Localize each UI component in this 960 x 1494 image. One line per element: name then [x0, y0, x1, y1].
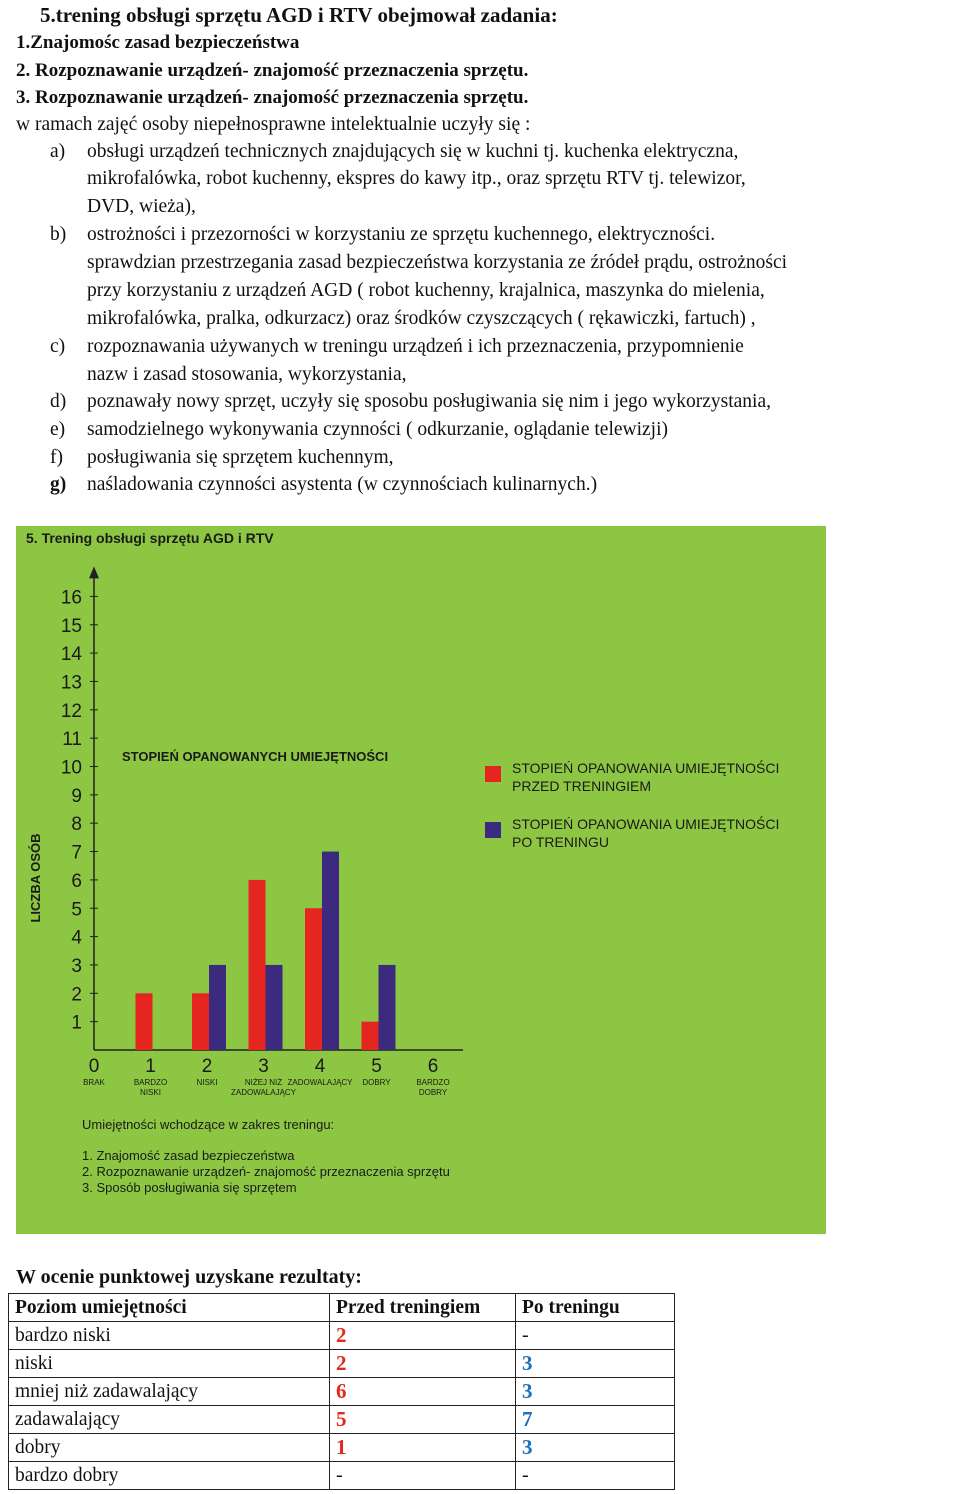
list-item-e-line: samodzielnego wykonywania czynności ( odkurzanie, oglądanie telewizji) — [87, 419, 669, 440]
table-header-row — [9, 1294, 675, 1322]
x-tick-number: 3 — [258, 1056, 269, 1077]
list-item-a-line: mikrofalówka, robot kuchenny, ekspres do kawy itp., oraz sprzętu RTV tj. telewizor, — [87, 168, 746, 189]
list-marker-a: a) — [50, 141, 66, 162]
table-row — [9, 1350, 675, 1378]
y-tick-label: 6 — [71, 870, 82, 892]
list-marker-e: e) — [50, 419, 66, 440]
y-axis-arrow — [89, 566, 99, 578]
y-tick-label: 5 — [71, 899, 82, 921]
cell-level: zadawalający — [9, 1406, 330, 1434]
chart-title: 5. Trening obsługi sprzętu AGD i RTV — [26, 530, 274, 546]
y-tick-label: 9 — [71, 785, 82, 807]
x-tick-number: 5 — [371, 1056, 382, 1077]
table-row — [9, 1462, 675, 1490]
y-tick-label: 14 — [60, 644, 82, 666]
cell-before: 6 — [330, 1378, 516, 1406]
cell-after: 3 — [516, 1350, 675, 1378]
y-tick-label: 1 — [71, 1012, 82, 1034]
cell-after: 3 — [516, 1378, 675, 1406]
y-tick-label: 3 — [71, 955, 82, 977]
list-item-c-line: rozpoznawania używanych w treningu urządzeń i ich przeznaczenia, przypomnienie — [87, 336, 744, 357]
cell-level: bardzo niski — [9, 1322, 330, 1350]
bar-before — [136, 993, 153, 1050]
table-row — [9, 1434, 675, 1462]
list-item-d-line: poznawały nowy sprzęt, uczyły się sposobu posługiwania się nim i jego wykorzystania, — [87, 391, 771, 412]
x-tick-number: 1 — [145, 1056, 156, 1077]
bar-before — [192, 993, 209, 1050]
cell-before: - — [330, 1462, 516, 1490]
list-marker-f: f) — [50, 447, 63, 468]
table-row — [9, 1406, 675, 1434]
list-item-f-line: posługiwania się sprzętem kuchennym, — [87, 447, 394, 468]
y-tick-label: 7 — [71, 842, 82, 864]
cell-level: niski — [9, 1350, 330, 1378]
legend-label: STOPIEŃ OPANOWANIA UMIEJĘTNOŚCI — [512, 816, 780, 832]
cell-level: bardzo dobry — [9, 1462, 330, 1490]
x-tick-label: NISKI — [196, 1078, 218, 1087]
intro-text: w ramach zajęć osoby niepełnosprawne intelektualnie uczyły się : — [16, 114, 531, 135]
x-tick-label: DOBRY — [418, 1088, 448, 1097]
list-item-b-line: przy korzystaniu z urządzeń AGD ( robot kuchenny, krajalnica, maszynka do mielenia, — [87, 280, 765, 301]
x-tick-label: BARDZO — [133, 1078, 168, 1087]
bar-after — [209, 965, 226, 1050]
x-tick-label: NISKI — [140, 1088, 161, 1097]
x-tick-label: ZADOWALAJĄCY — [287, 1078, 353, 1087]
bar-before — [305, 908, 322, 1050]
x-tick-number: 2 — [201, 1056, 213, 1077]
legend-label: PO TRENINGU — [512, 834, 609, 850]
list-marker-d: d) — [50, 391, 67, 412]
list-item-a-line: obsługi urządzeń technicznych znajdujących się w kuchni tj. kuchenka elektryczna, — [87, 141, 739, 162]
list-item-b-line: ostrożności i przezorności w korzystaniu ze sprzętu kuchennego, elektryczności. — [87, 224, 716, 245]
cell-level: mniej niż zadawalający — [9, 1378, 330, 1406]
bar-after — [266, 965, 283, 1050]
x-tick-number: 4 — [314, 1056, 326, 1077]
x-tick-label: DOBRY — [362, 1078, 391, 1087]
y-tick-label: 11 — [62, 729, 82, 751]
results-table — [8, 1293, 675, 1490]
list-item-g-line: naśladowania czynności asystenta (w czynnościach kulinarnych.) — [87, 474, 598, 495]
legend-swatch-after — [485, 822, 501, 838]
cell-after: - — [516, 1322, 675, 1350]
footnote-item: 1. Znajomość zasad bezpieczeństwa — [82, 1148, 295, 1163]
legend-swatch-before — [485, 766, 501, 782]
y-tick-label: 2 — [71, 984, 82, 1006]
cell-after: - — [516, 1462, 675, 1490]
y-tick-label: 10 — [60, 757, 82, 779]
x-tick-label: BARDZO — [416, 1078, 450, 1087]
list-item-b-line: sprawdzian przestrzegania zasad bezpieczeństwa korzystania ze źródeł prądu, ostrożności — [87, 252, 788, 273]
list-marker-g: g) — [50, 474, 67, 495]
task-2: 2. Rozpoznawanie urządzeń- znajomość przeznaczenia sprzętu. — [16, 60, 529, 81]
cell-before: 2 — [330, 1350, 516, 1378]
cell-before: 1 — [330, 1434, 516, 1462]
footnote-item: 2. Rozpoznawanie urządzeń- znajomość przeznaczenia sprzętu — [82, 1164, 450, 1179]
chart-panel — [16, 526, 826, 1234]
bar-after — [322, 852, 339, 1050]
list-marker-c: c) — [50, 336, 66, 357]
y-tick-label: 13 — [60, 672, 82, 694]
list-item-c-line: nazw i zasad stosowania, wykorzystania, — [87, 364, 407, 385]
table-row — [9, 1378, 675, 1406]
footnote-title: Umiejętności wchodzące w zakres treningu: — [82, 1117, 335, 1132]
page-title: 5.trening obsługi sprzętu AGD i RTV obejmował zadania: — [40, 3, 558, 27]
y-tick-label: 12 — [60, 700, 82, 722]
table-row — [9, 1322, 675, 1350]
cell-after: 7 — [516, 1406, 675, 1434]
cell-level: dobry — [9, 1434, 330, 1462]
col-header-level: Poziom umiejętności — [9, 1294, 330, 1322]
y-tick-label: 8 — [71, 814, 82, 836]
cell-after: 3 — [516, 1434, 675, 1462]
y-axis-label: LICZBA OSÓB — [28, 833, 43, 923]
task-1: 1.Znajomośc zasad bezpieczeństwa — [16, 32, 300, 53]
y-tick-label: 4 — [71, 927, 82, 949]
cell-before: 2 — [330, 1322, 516, 1350]
x-tick-label: BRAK — [83, 1078, 105, 1087]
list-item-b-line: mikrofalówka, pralka, odkurzacz) oraz środków czyszczących ( rękawiczki, fartuch) , — [87, 308, 756, 329]
x-tick-label: ZADOWALAJĄCY — [230, 1088, 297, 1097]
footnote-item: 3. Sposób posługiwania się sprzętem — [82, 1180, 297, 1195]
y-tick-label: 16 — [60, 587, 82, 609]
x-tick-number: 0 — [88, 1056, 100, 1077]
col-header-after: Po treningu — [516, 1294, 675, 1322]
chart-subtitle: STOPIEŃ OPANOWANYCH UMIEJĘTNOŚCI — [122, 749, 389, 764]
task-3: 3. Rozpoznawanie urządzeń- znajomość przeznaczenia sprzętu. — [16, 87, 529, 108]
list-marker-b: b) — [50, 224, 67, 245]
legend-label: STOPIEŃ OPANOWANIA UMIEJĘTNOŚCI — [512, 760, 780, 776]
list-item-a-line: DVD, wieża), — [87, 196, 196, 217]
y-tick-label: 15 — [60, 615, 82, 637]
x-tick-label: NIŻEJ NIŻ — [244, 1078, 283, 1087]
results-title: W ocenie punktowej uzyskane rezultaty: — [16, 1266, 362, 1288]
col-header-before: Przed treningiem — [330, 1294, 516, 1322]
cell-before: 5 — [330, 1406, 516, 1434]
bar-before — [249, 880, 266, 1050]
bar-chart — [16, 526, 826, 1234]
x-tick-number: 6 — [427, 1056, 439, 1077]
legend-label: PRZED TRENINGIEM — [512, 778, 651, 794]
bar-before — [362, 1022, 379, 1050]
bar-after — [379, 965, 396, 1050]
